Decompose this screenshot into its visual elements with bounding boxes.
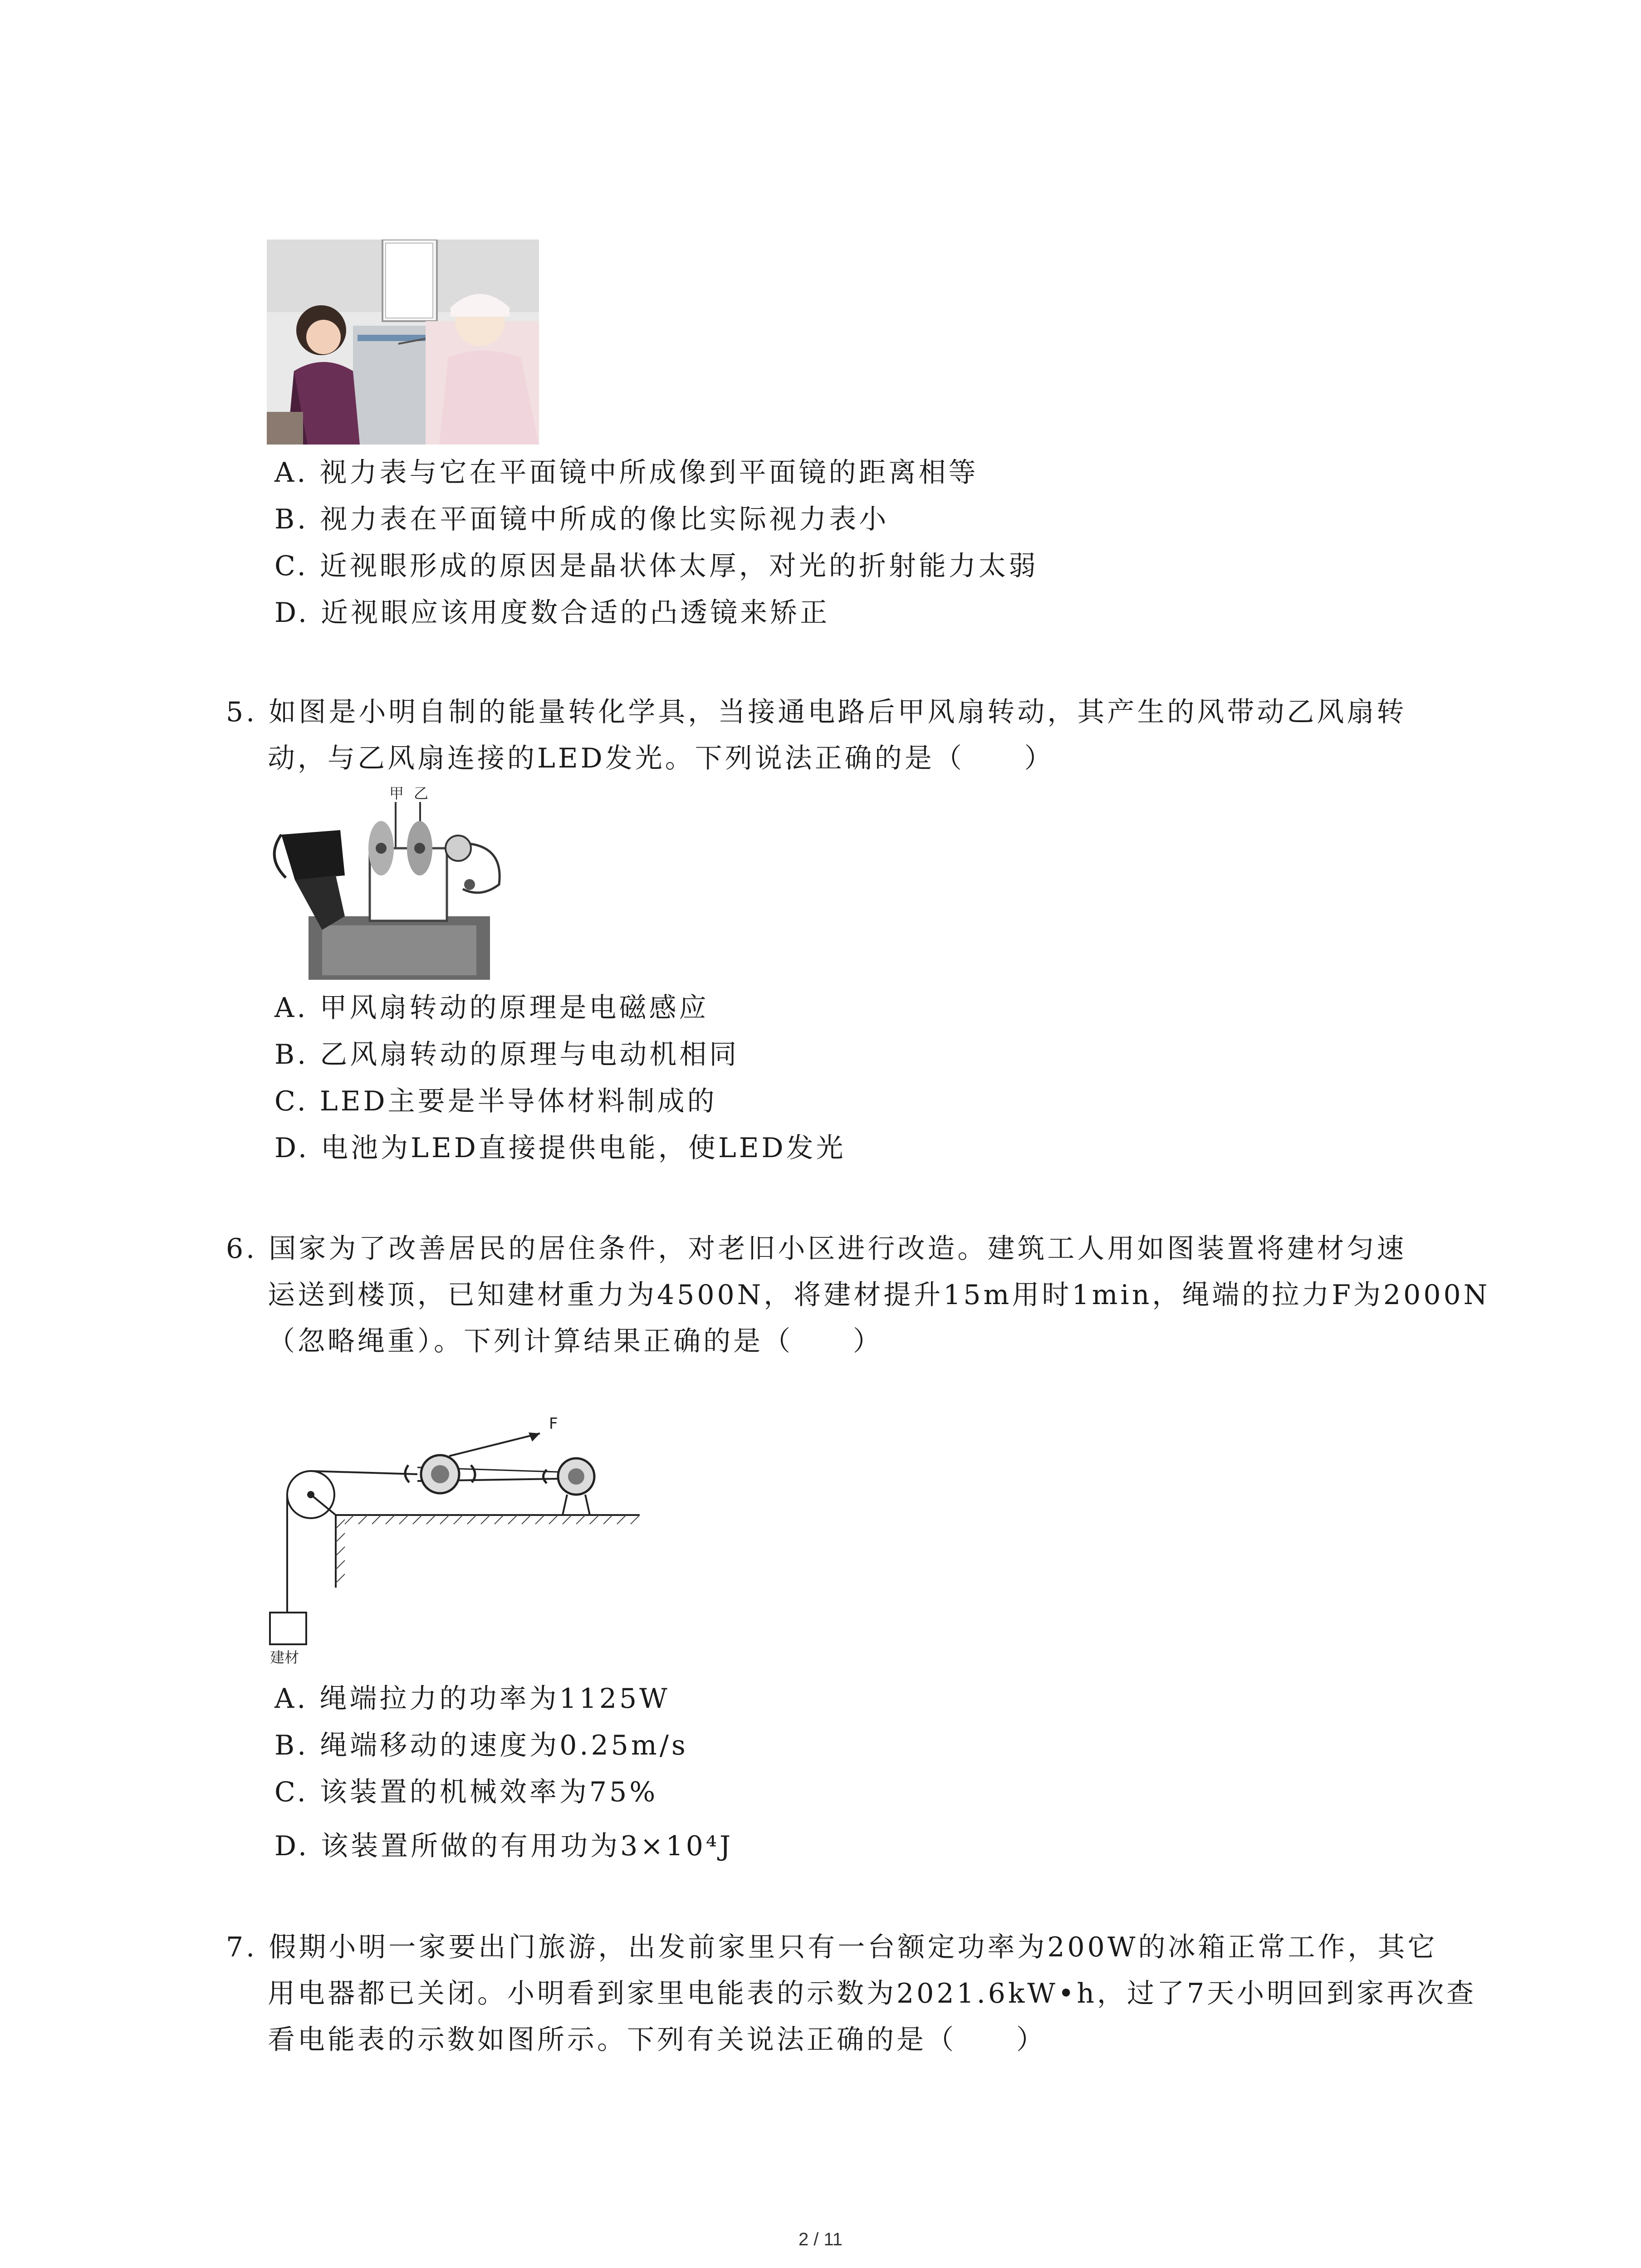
q5-option-c: C. LED主要是半导体材料制成的 [274,1085,717,1117]
q6-stem-line-2: 运送到楼顶，已知建材重力为4500N，将建材提升15m用时1min，绳端的拉力F为2000N [268,1279,1490,1311]
q5-stem-line-1: 5. 如图是小明自制的能量转化学具，当接通电路后甲风扇转动，其产生的风带动乙风扇转 [226,696,1407,728]
pulley-system-figure [268,1406,649,1678]
q4-option-c: C. 近视眼形成的原因是晶状体太厚，对光的折射能力太弱 [274,550,1038,582]
q7-stem-line-2: 用电器都已关闭。小明看到家里电能表的示数为2021.6kW•h，过了7天小明回到家再次查 [268,1978,1477,2009]
fan-label-yi: 乙 [414,785,429,802]
force-label: F [549,1415,558,1433]
fan-label-jia: 甲 [389,785,404,802]
q6-stem-line-3: （忽略绳重）。下列计算结果正确的是（ ） [268,1325,883,1357]
q4-option-d: D. 近视眼应该用度数合适的凸透镜来矫正 [274,597,830,629]
q6-option-d: D. 该装置所做的有用功为3×10⁴J [274,1830,734,1862]
q5-option-b: B. 乙风扇转动的原理与电动机相同 [274,1039,740,1070]
eye-exam-photo [267,240,539,445]
q6-option-b: B. 绳端移动的速度为0.25m/s [274,1730,688,1761]
q7-stem-line-1: 7. 假期小明一家要出门旅游，出发前家里只有一台额定功率为200W的冰箱正常工作，其它 [226,1931,1438,1963]
q4-option-b: B. 视力表在平面镜中所成的像比实际视力表小 [274,503,889,535]
q6-option-c: C. 该装置的机械效率为75% [274,1776,658,1808]
q5-stem-line-2: 动，与乙风扇连接的LED发光。下列说法正确的是（ ） [268,743,1054,774]
page-number: 2 / 11 [798,2229,843,2249]
q5-option-d: D. 电池为LED直接提供电能，使LED发光 [274,1132,846,1164]
q5-option-a: A. 甲风扇转动的原理是电磁感应 [274,992,709,1024]
q4-option-a: A. 视力表与它在平面镜中所成像到平面镜的距离相等 [274,457,979,489]
fan-device-figure [268,780,513,980]
q6-stem-line-1: 6. 国家为了改善居民的居住条件，对老旧小区进行改造。建筑工人用如图装置将建材匀速 [226,1233,1407,1265]
q6-option-a: A. 绳端拉力的功率为1125W [274,1683,670,1715]
q7-stem-line-3: 看电能表的示数如图所示。下列有关说法正确的是（ ） [268,2024,1046,2056]
load-label: 建材 [270,1649,299,1666]
